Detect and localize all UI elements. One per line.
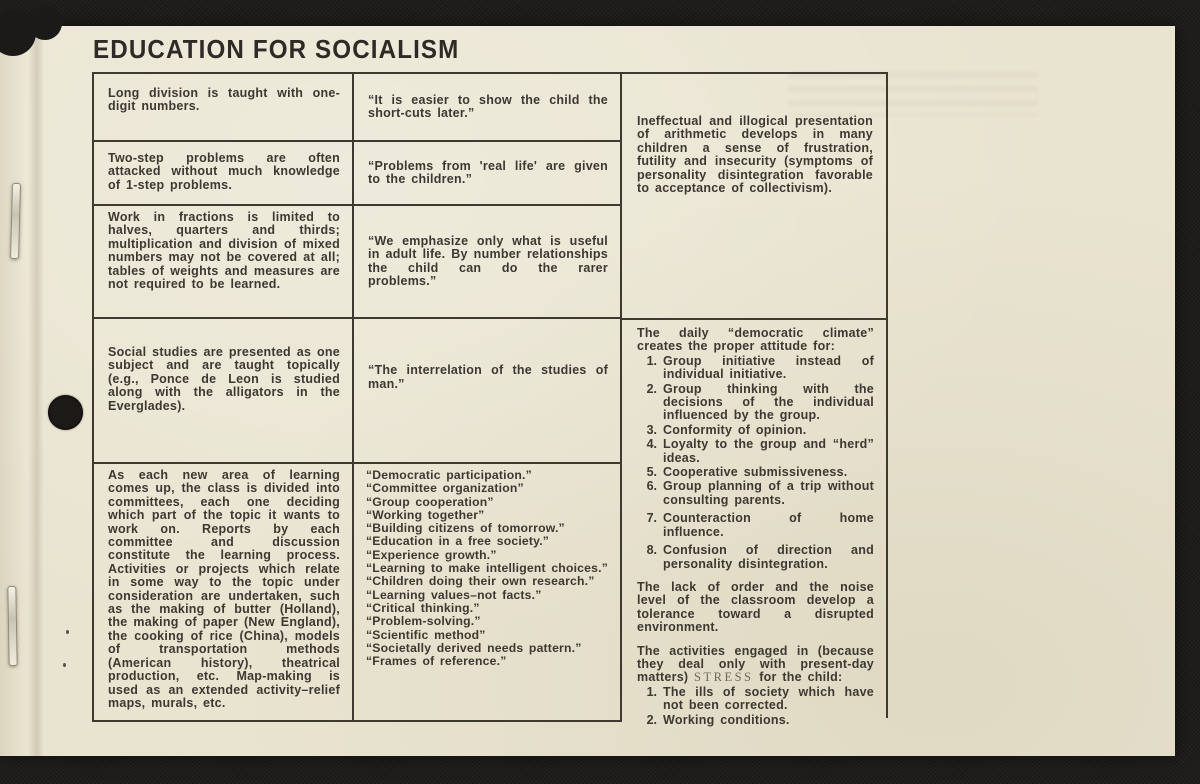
list-text: Loyalty to the group and “herd” ideas. [663, 437, 874, 465]
list-number: 1. [646, 684, 657, 699]
claim-quote: “Democratic participation.” [366, 468, 532, 482]
practice-cell-1 [94, 74, 352, 140]
comparison-table [92, 72, 622, 722]
claim-text-3: “We emphasize only what is useful in adult life. By number relationships the child can do the rarer problems.” [368, 233, 608, 288]
claim-quote: “Societally derived needs pattern.” [366, 640, 582, 655]
list-number: 8. [646, 543, 657, 558]
list-number: 3. [646, 422, 657, 437]
list-item [637, 466, 874, 479]
list-text: Conformity of opinion. [663, 422, 807, 437]
list-number: 2. [646, 381, 657, 396]
list-text: Confusion of direction and personality disintegration. [663, 543, 874, 571]
claim-quote: “Learning to make intelligent choices.” [366, 561, 608, 576]
climate-intro: The daily “democratic climate” creates the proper attitude for: [637, 326, 874, 354]
arithmetic-effect-text: Ineffectual and illogical presentation of arithmetic develops in many children a sense of frustration, futility and insecurity (symptoms of personality disintegration favorable to acceptance of collectivism). [637, 114, 873, 196]
list-text: Cooperative submissiveness. [663, 465, 848, 480]
list-number: 5. [646, 465, 657, 480]
claim-cell-5 [352, 462, 620, 720]
practice-text-3: Work in fractions is limited to halves, quarters and thirds; multiplication and division of mixed numbers may not be covered at all; tables of weights and measures are not required to be learned. [108, 210, 340, 292]
list-text: Group thinking with the decisions of the individual influenced by the group. [663, 381, 874, 423]
practice-text-1: Long division is taught with one-digit numbers. [108, 86, 340, 114]
list-number: 2. [646, 712, 657, 727]
list-item [637, 438, 874, 465]
practice-cell-2 [94, 140, 352, 204]
claim-quote: “Scientific method” [366, 627, 486, 642]
claim-text-4: “The interrelation of the studies of man.” [368, 363, 608, 391]
practice-text-2: Two-step problems are often attacked without much knowledge of 1-step problems. [108, 151, 340, 192]
noise-paragraph: The lack of order and the noise level of the classroom develop a tolerance toward a disrupted environment. [637, 579, 874, 635]
ink-speck [66, 630, 69, 634]
practice-text-4: Social studies are presented as one subject and are taught topically (e.g., Ponce de Leon is studied along with the alligators in the Everglades). [108, 345, 340, 413]
claim-text-2: “Problems from 'real life' are given to the children.” [368, 158, 608, 186]
list-number: 4. [646, 437, 657, 452]
climate-effect-cell [622, 320, 886, 727]
claim-text-1: “It is easier to show the child the short-cuts later.” [368, 92, 608, 120]
list-item [637, 544, 874, 571]
staple-bottom [7, 586, 17, 666]
stress-word: STRESS [694, 670, 754, 685]
list-text: Working conditions. [663, 712, 790, 727]
claim-quote: “Learning values–not facts.” [366, 587, 542, 602]
practice-cell-5 [94, 462, 352, 720]
list-number: 6. [646, 479, 657, 494]
claim-quote: “Education in a free society.” [366, 534, 550, 549]
claim-quote: “Frames of reference.” [366, 654, 507, 669]
ink-speck [63, 663, 66, 667]
page-title: EDUCATION FOR SOCIALISM [93, 34, 460, 64]
claim-quote: “Children doing their own research.” [366, 574, 595, 589]
practice-cell-4 [94, 317, 352, 462]
list-number: 1. [646, 353, 657, 368]
claim-quote: “Problem-solving.” [366, 614, 481, 629]
claim-cell-4 [352, 317, 620, 462]
claim-quote: “Experience growth.” [366, 547, 497, 562]
list-text: The ills of society which have not been corrected. [663, 684, 874, 713]
arithmetic-effect-cell [622, 74, 886, 320]
claim-quote: “Group cooperation” [366, 494, 494, 509]
claim-quote: “Working together” [366, 507, 485, 522]
claim-cell-1 [352, 74, 620, 140]
list-item [637, 714, 874, 727]
corner-notch [28, 6, 62, 40]
list-number: 7. [646, 511, 657, 526]
list-item [637, 512, 874, 539]
page-fold-crease [28, 26, 44, 756]
list-text: Group planning of a trip without consulting parents. [663, 479, 874, 507]
claim-quote: “Critical thinking.” [366, 600, 480, 615]
paper-page [0, 26, 1175, 756]
list-item [637, 480, 874, 507]
effects-column [622, 72, 888, 727]
practice-text-5: As each new area of learning comes up, the class is divided into committees, each one deciding which part of the topic it wants to work on. Reports by each committee and discussion constitute the learning process. Activities or projects which relate in some way to the topic under consideration are undertaken, such as the making of butter (Holland), the making of paper (New England), the cooking of rice (China), models of transportation methods (American history), theatrical production, etc. Map-making is used as an extended activity–relief maps, murals, etc. [108, 468, 340, 710]
activities-intro-pre: The activities engaged in (because they deal only with present-day matters) [637, 643, 874, 685]
claim-quote: “Committee organization” [366, 481, 524, 496]
hole-punch [48, 395, 83, 430]
list-text: Group initiative instead of individual initiative. [663, 353, 874, 382]
activities-intro-post: for the child: [753, 670, 843, 685]
list-item [637, 686, 874, 713]
activities-intro [637, 645, 874, 685]
list-item [637, 424, 874, 437]
list-item [637, 383, 874, 423]
claim-cell-2 [352, 140, 620, 204]
list-item [637, 355, 874, 382]
claim-quote: “Building citizens of tomorrow.” [366, 521, 565, 536]
list-text: Counteraction of home influence. [663, 511, 874, 539]
claim-cell-3 [352, 204, 620, 317]
practice-cell-3 [94, 204, 352, 317]
